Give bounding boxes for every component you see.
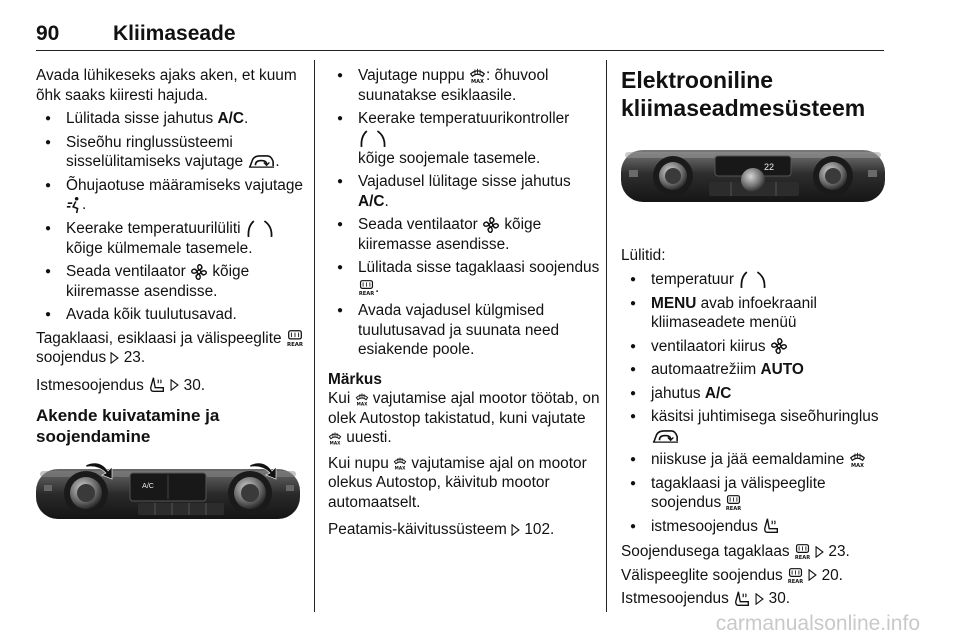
column-1 xyxy=(36,66,306,447)
temperature-knob-icon xyxy=(738,270,768,290)
air-distribution-icon xyxy=(66,196,82,214)
fan-icon xyxy=(190,263,208,281)
list-item: ● ventilaatori kiirus xyxy=(621,337,891,357)
seat-heater-icon xyxy=(148,376,166,394)
list-item: ● Avada kõik tuulutusavad. xyxy=(36,305,306,325)
reference-arrow-icon xyxy=(815,546,824,558)
list-item: ● Vajadusel lülitage sisse jahutus A/C. xyxy=(328,172,600,211)
paragraph: Istmesoojendus 30. xyxy=(621,590,791,607)
recirculation-icon xyxy=(247,154,275,169)
list-item: ● Seada ventilaator kõige kiiremasse asendisse. xyxy=(328,215,600,254)
rear-window-heater-icon xyxy=(794,543,811,560)
note-text-2: Kui nupu vajutamise ajal on mootor olekus Autostop, käivitub mootor automaatselt. xyxy=(328,454,587,511)
fan-icon xyxy=(770,337,788,355)
windscreen-defrost-icon xyxy=(393,456,407,470)
paragraph: Peatamis-käivitussüsteem 102. xyxy=(328,521,555,538)
seat-heater-icon xyxy=(762,517,780,535)
list-item: ● Seada ventilaator kõige kiiremasse asendisse. xyxy=(36,262,306,301)
list-item: ● Lülitada sisse jahutus A/C. xyxy=(36,109,306,129)
rear-window-heater-icon xyxy=(725,494,742,511)
column-divider-2 xyxy=(606,60,607,612)
list-item: ● istmesoojendus xyxy=(621,517,891,537)
intro-text: Avada lühikeseks ajaks aken, et kuum õhk saaks kiiresti hajuda. xyxy=(36,67,297,104)
reference-arrow-icon xyxy=(110,352,119,364)
list-item: ● Keerake temperatuurilüliti kõige külmemale tasemele. xyxy=(36,219,306,259)
fan-icon xyxy=(482,216,500,234)
temperature-knob-icon xyxy=(245,219,275,239)
page-header xyxy=(36,22,884,51)
list-item: ● Õhujaotuse määramiseks vajutage . xyxy=(36,176,306,215)
center-button xyxy=(741,168,765,192)
recirculation-icon xyxy=(651,429,679,444)
reference-arrow-icon xyxy=(170,379,179,391)
seat-heater-icon xyxy=(733,590,751,608)
panel-display-text: 22 xyxy=(763,162,775,172)
page-number: 90 xyxy=(36,22,60,45)
climate-panel-illustration-2 xyxy=(619,146,887,208)
section-heading: Akende kuivatamine ja soojendamine xyxy=(36,406,220,446)
note-label: Märkus xyxy=(328,370,382,388)
list-item: ● automaatrežiim AUTO xyxy=(621,360,891,380)
list-item: ● niiskuse ja jää eemaldamine xyxy=(621,450,891,470)
list-item: ● Siseõhu ringlussüsteemi sisselülitamiseks vajutage . xyxy=(36,133,306,172)
list-item: ● käsitsi juhtimisega siseõhuringlus xyxy=(621,407,891,446)
list-item: ● Vajutage nuppu : õhuvool suunatakse esiklaasile. xyxy=(328,66,600,105)
switches-label: Lülitid: xyxy=(621,247,666,264)
column-divider-1 xyxy=(314,60,315,612)
paragraph: Istmesoojendus 30. xyxy=(36,376,206,394)
list-item: ● MENU avab infoekraanil kliimaseadete menüü xyxy=(621,294,891,333)
paragraph: Tagaklaasi, esiklaasi ja välispeeglite soojendus 23. xyxy=(36,329,306,368)
watermark: carmanualsonline.info xyxy=(715,612,920,635)
reference-arrow-icon xyxy=(511,524,520,536)
section-heading: Elektrooniline kliimaseadmesüsteem xyxy=(621,67,866,121)
climate-panel-illustration-1 xyxy=(34,455,302,527)
list-item: ● Keerake temperatuurikontroller kõige soojemale tasemele. xyxy=(328,109,600,168)
windscreen-defrost-icon xyxy=(469,67,486,84)
rear-window-heater-icon xyxy=(787,567,804,584)
list-item: ● temperatuur xyxy=(621,270,891,290)
list-item: ● Avada vajadusel külgmised tuulutusavad ja suunata need esiakende poole. xyxy=(328,301,600,360)
temperature-knob-icon xyxy=(358,129,388,149)
reference-arrow-icon xyxy=(755,593,764,605)
note-text-1: Kui vajutamise ajal mootor töötab, on olek Autostop takistatud, kuni vajutate uuesti. xyxy=(328,390,600,446)
column-2 xyxy=(328,66,600,540)
paragraph: Välispeeglite soojendus 20. xyxy=(621,566,843,584)
windscreen-defrost-icon xyxy=(849,451,866,468)
windscreen-defrost-icon xyxy=(328,431,342,445)
list-item: ● tagaklaasi ja välispeeglite soojendus xyxy=(621,474,891,513)
rear-window-heater-icon xyxy=(358,279,375,296)
reference-arrow-icon xyxy=(808,569,817,581)
rear-window-heater-icon xyxy=(286,329,304,347)
page-title: Kliimaseade xyxy=(113,22,236,45)
paragraph: Soojendusega tagaklaas 23. xyxy=(621,543,850,560)
list-item: ● Lülitada sisse tagaklaasi soojendus . xyxy=(328,258,600,297)
panel-display-text: A/C xyxy=(142,483,154,490)
column-3 xyxy=(621,66,891,122)
list-item: ● jahutus A/C xyxy=(621,384,891,404)
windscreen-defrost-icon xyxy=(355,392,369,406)
column-3-body xyxy=(621,246,891,609)
